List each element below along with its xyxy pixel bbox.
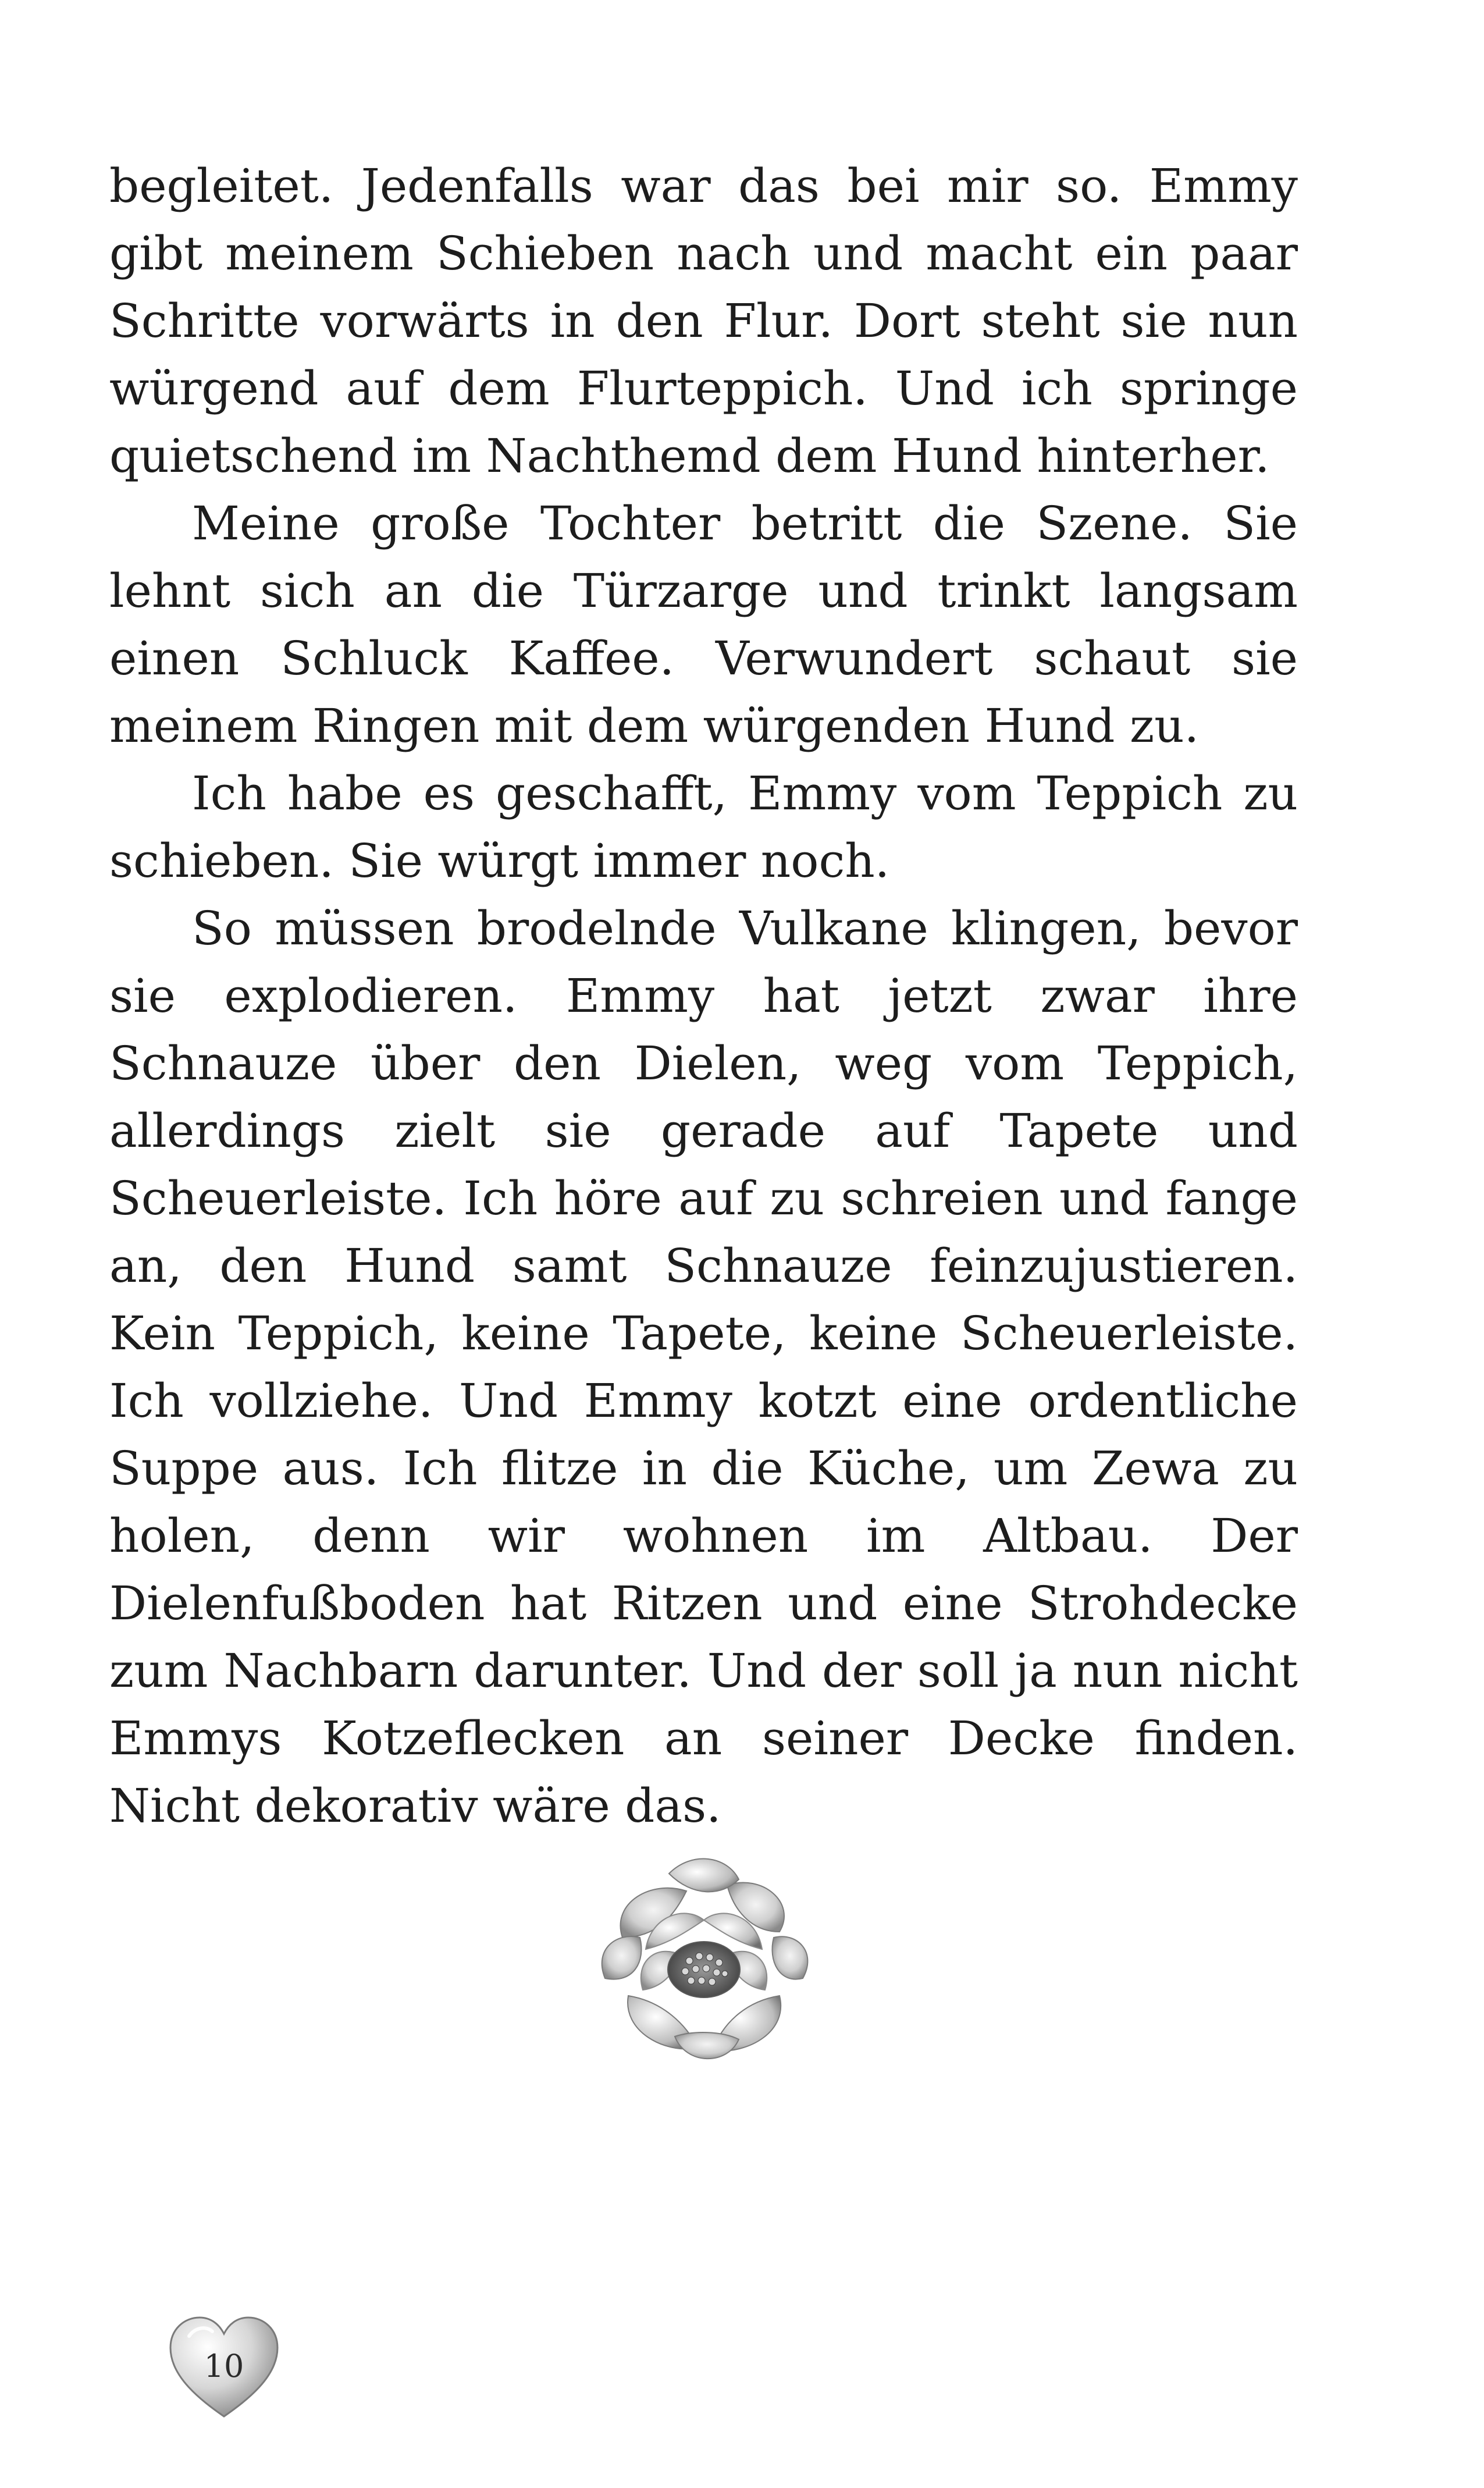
paragraph-4: So müssen brodelnde Vulkane klingen, bevor sie explodieren. Emmy hat jetzt zwar ihre Schnauze über den Dielen, weg vom Teppich, allerdings zielt sie gerade auf Tapete und Scheuerleiste. Ich höre auf zu schreien und fange an, den Hund samt Schnauze feinzujustieren. Kein Teppich, keine Tapete, keine Scheuerleiste. Ich vollziehe. Und Emmy kotzt eine ordentliche Suppe aus. Ich flitze in die Küche, um Zewa zu holen, denn wir wohnen im Altbau. Der Dielenfußboden hat Ritzen und eine Strohdecke zum Nachbarn darunter. Und der soll ja nun nicht Emmys Kotzeflecken an seiner Decke finden. Nicht dekorativ wäre das. <box>109 901 1298 1833</box>
paragraph-3: Ich habe es geschafft, Emmy vom Teppich zu schieben. Sie würgt immer noch. <box>109 766 1298 888</box>
page-number: 10 <box>204 2348 244 2384</box>
body-text <box>109 152 1298 1840</box>
rose-flower-icon <box>588 1850 820 2071</box>
paragraph-1: begleitet. Jedenfalls war das bei mir so. Emmy gibt meinem Schieben nach und macht ein paar Schritte vorwärts in den Flur. Dort steht sie nun würgend auf dem Flurteppich. Und ich springe quietschend im Nachthemd dem Hund hinterher. <box>109 159 1298 483</box>
paragraph-2: Meine große Tochter betritt die Szene. Sie lehnt sich an die Türzarge und trinkt langsam einen Schluck Kaffee. Verwundert schaut sie meinem Ringen mit dem würgenden Hund zu. <box>109 496 1298 753</box>
